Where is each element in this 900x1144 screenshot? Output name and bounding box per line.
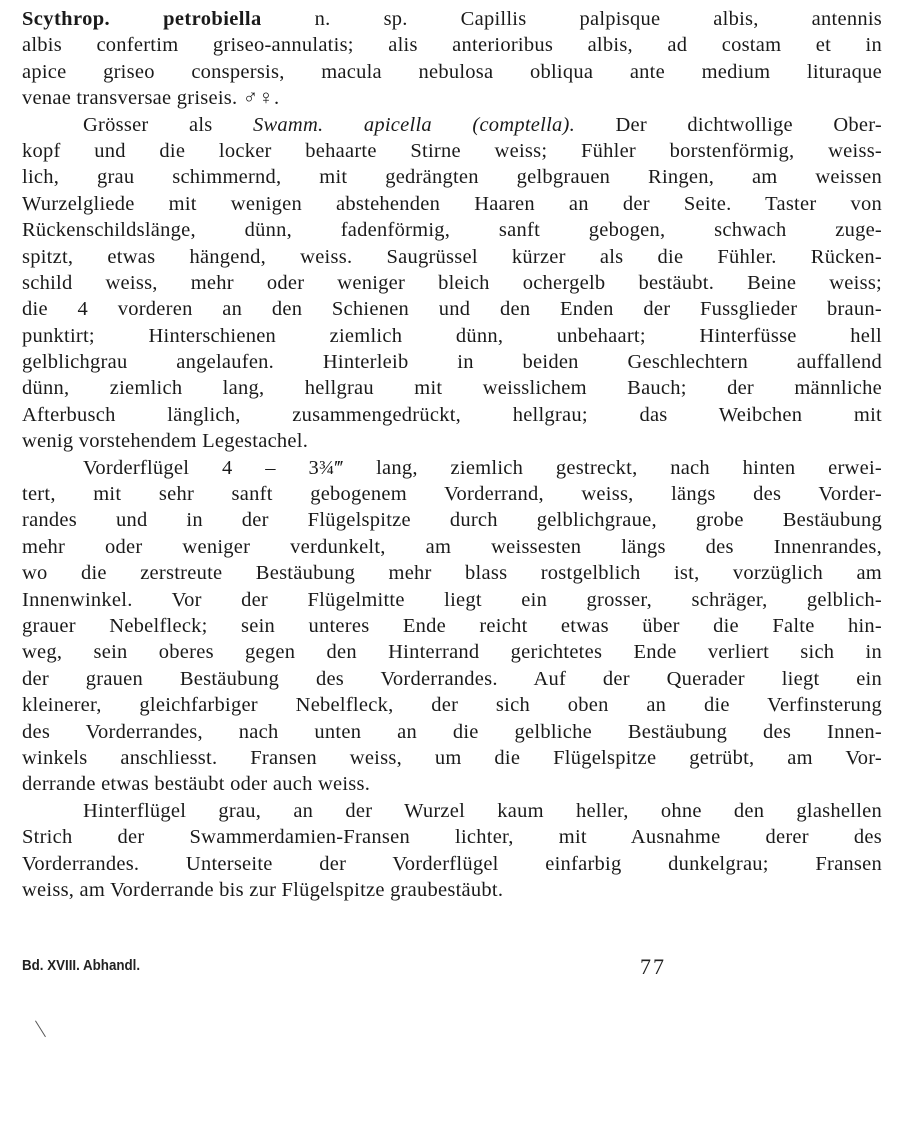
text-line: kleinerer, gleichfarbiger Nebelfleck, der sich oben an die Verfinsterung [22,694,882,717]
genus-name: Scythrop. [22,8,111,30]
text-line: gelblichgrau angelaufen. Hinterleib in beiden Geschlechtern auffallend [22,351,882,374]
text-line: Hinterflügel grau, an der Wurzel kaum heller, ohne den glashellen [83,799,882,822]
text-line: punktirt; Hinterschienen ziemlich dünn, unbehaart; Hinterfüsse hell [22,324,882,347]
text-line: weg, sein oberes gegen den Hinterrand gerichtetes Ende verliert sich in [22,641,882,664]
text-line: dünn, ziemlich lang, hellgrau mit weisslichem Bauch; der männliche [22,377,882,400]
text-line: venae transversae griseis. ♂♀. [22,87,280,110]
text-line [22,6,882,32]
text-line: Rückenschildslänge, dünn, fadenförmig, sanft gebogen, schwach zuge- [22,219,882,242]
page-number: 77 [640,954,666,979]
line-text: Der dichtwollige Ober- [615,113,882,136]
text-line: Innenwinkel. Vor der Flügelmitte liegt ein grosser, schräger, gelblich- [22,588,882,611]
page-footer [22,955,702,983]
text-line: mehr oder weniger verdunkelt, am weissesten längs des Innenrandes, [22,535,882,558]
species-reference: Swamm. apicella (comptella). [252,113,575,136]
text-line: lich, grau schimmernd, mit gedrängten gelbgrauen Ringen, am weissen [22,166,882,189]
text-line: der grauen Bestäubung des Vorderrandes. Auf der Querader liegt ein [22,667,882,690]
text-line [22,112,882,138]
body-text [22,6,882,903]
text-line: weiss, am Vorderrande bis zur Flügelspitze graubestäubt. [22,878,504,901]
line-text: n. sp. Capillis palpisque albis, antennis [314,8,882,30]
text-line: Afterbusch länglich, zusammengedrückt, hellgrau; das Weibchen mit [22,403,882,426]
text-line: albis confertim griseo-annulatis; alis anterioribus albis, ad costam et in [22,34,882,57]
text-line: die 4 vorderen an den Schienen und den Enden der Fussglieder braun- [22,298,882,321]
text-line: tert, mit sehr sanft gebogenem Vorderrand, weiss, längs des Vorder- [22,483,882,506]
species-name: petrobiella [163,8,262,30]
text-line: derrande etwas bestäubt oder auch weiss. [22,773,371,796]
text-line: grauer Nebelfleck; sein unteres Ende reicht etwas über die Falte hin- [22,614,882,637]
text-line: apice griseo conspersis, macula nebulosa obliqua ante medium lituraque [22,60,882,83]
text-line: wo die zerstreute Bestäubung mehr blass rostgelblich ist, vorzüglich am [22,562,882,585]
text-line: spitzt, etwas hängend, weiss. Saugrüssel kürzer als die Fühler. Rücken- [22,245,882,268]
text-line: wenig vorstehendem Legestachel. [22,430,309,453]
text-line: Vorderflügel 4 – 3¾‴ lang, ziemlich gestreckt, nach hinten erwei- [83,456,882,479]
text-line: Vorderrandes. Unterseite der Vorderflügel einfarbig dunkelgrau; Fransen [22,852,882,875]
stray-pencil-mark [35,1020,46,1037]
text-line: Strich der Swammerdamien-Fransen lichter, mit Ausnahme derer des [22,826,882,849]
line-text: Grösser als [83,113,213,136]
volume-label: Bd. XVIII. Abhandl. [22,958,141,974]
text-line: Wurzelgliede mit wenigen abstehenden Haaren an der Seite. Taster von [22,192,882,215]
text-line: randes und in der Flügelspitze durch gelblichgraue, grobe Bestäubung [22,509,882,532]
text-line: winkels anschliesst. Fransen weiss, um die Flügelspitze getrübt, am Vor- [22,746,882,769]
text-line: kopf und die locker behaarte Stirne weiss; Fühler borstenförmig, weiss- [22,139,882,162]
text-line: schild weiss, mehr oder weniger bleich ochergelb bestäubt. Beine weiss; [22,271,882,294]
text-line: des Vorderrandes, nach unten an die gelbliche Bestäubung des Innen- [22,720,882,743]
